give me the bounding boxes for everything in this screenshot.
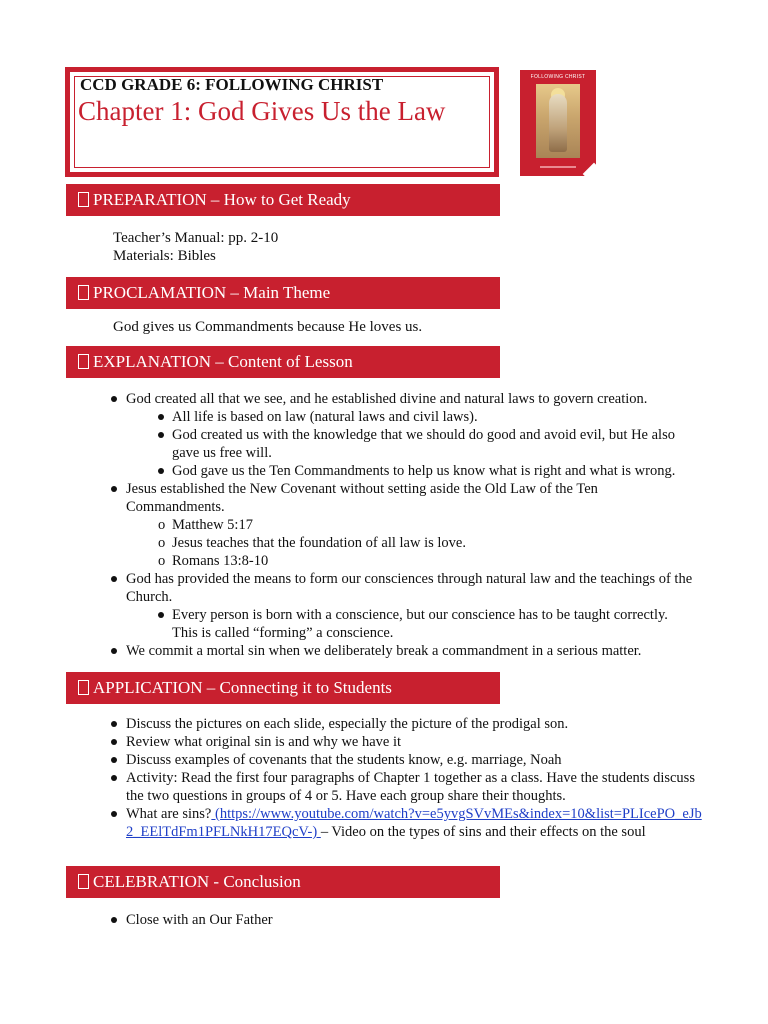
list-item-video <box>106 805 706 841</box>
section-header-explanation <box>66 346 500 378</box>
list-item: Discuss the pictures on each slide, especially the picture of the prodigal son. <box>106 715 706 733</box>
list-item: Review what original sin is and why we have it <box>106 733 706 751</box>
section-header-application <box>66 672 500 704</box>
section-title: APPLICATION – Connecting it to Students <box>93 678 392 697</box>
section-title: EXPLANATION – Content of Lesson <box>93 352 353 371</box>
course-title: CCD GRADE 6: FOLLOWING CHRIST <box>80 75 384 94</box>
sub-list-item: God gave us the Ten Commandments to help us know what is right and what is wrong. <box>126 462 706 480</box>
book-cover-title: FOLLOWING CHRIST <box>530 74 586 80</box>
section-header-celebration <box>66 866 500 898</box>
sub-list-item: o Matthew 5:17 <box>126 516 626 534</box>
sub-list-item: All life is based on law (natural laws and civil laws). <box>126 408 706 426</box>
youtube-video-link[interactable]: (https://www.youtube.com/watch?v=e5yvgSVvMEs&index=10&list=PLIcePO_eJb2_EElTdFm1PFLNkH17EQcV-) <box>126 806 702 840</box>
list-item-text: We commit a mortal sin when we deliberately break a commandment in a serious matter. <box>126 643 642 659</box>
celebration-list <box>106 911 706 929</box>
explanation-list <box>106 390 706 660</box>
sub-list <box>126 408 706 480</box>
christ-figure <box>549 94 567 152</box>
section-header-proclamation <box>66 277 500 309</box>
list-item: Close with an Our Father <box>106 911 706 929</box>
section-header-preparation <box>66 184 500 216</box>
sub-list-item: God created us with the knowledge that we should do good and avoid evil, but He also gave us free will. <box>126 426 692 462</box>
proclamation-text: God gives us Commandments because He loves us. <box>113 319 423 335</box>
title-box <box>65 67 499 177</box>
sub-list <box>126 606 706 642</box>
list-item <box>106 570 706 642</box>
list-item-text: God created all that we see, and he established divine and natural laws to govern creation. <box>126 391 648 407</box>
video-suffix: – Video on the types of sins and their effects on the soul <box>320 824 646 840</box>
section-title: CELEBRATION - Conclusion <box>93 872 301 891</box>
checkbox-icon <box>78 285 89 300</box>
section-title: PROCLAMATION – Main Theme <box>93 283 331 302</box>
sub-list-item: o Jesus teaches that the foundation of all law is love. <box>126 534 626 552</box>
application-list <box>106 715 706 841</box>
section-title: PREPARATION – How to Get Ready <box>93 190 351 209</box>
book-cover-corner <box>583 163 596 176</box>
sub-list-item: o Romans 13:8-10 <box>126 552 626 570</box>
list-item <box>106 480 626 570</box>
book-cover-art <box>536 84 580 158</box>
checkbox-icon <box>78 354 89 369</box>
sub-list-item: Every person is born with a conscience, but our conscience has to be taught correctly. This is called “forming” a conscience. <box>126 606 687 642</box>
list-item: Activity: Read the first four paragraphs of Chapter 1 together as a class. Have the students discuss the two questions in groups of 4 or 5. Have each group share their thoughts. <box>106 769 696 805</box>
list-item: Discuss examples of covenants that the students know, e.g. marriage, Noah <box>106 751 706 769</box>
list-item <box>106 642 706 660</box>
checkbox-icon <box>78 874 89 889</box>
sub-list <box>126 516 626 570</box>
list-item-text: Jesus established the New Covenant without setting aside the Old Law of the Ten Commandments. <box>126 481 598 515</box>
book-cover-rule <box>540 166 576 168</box>
video-prefix: What are sins? <box>126 806 212 822</box>
book-cover-image <box>520 70 596 176</box>
list-item-text: God has provided the means to form our consciences through natural law and the teachings of the Church. <box>126 571 693 605</box>
checkbox-icon <box>78 680 89 695</box>
preparation-line-manual: Teacher’s Manual: pp. 2-10 <box>113 230 279 246</box>
chapter-title: Chapter 1: God Gives Us the Law <box>78 96 446 126</box>
checkbox-icon <box>78 192 89 207</box>
list-item <box>106 390 706 480</box>
preparation-line-materials: Materials: Bibles <box>113 248 216 264</box>
